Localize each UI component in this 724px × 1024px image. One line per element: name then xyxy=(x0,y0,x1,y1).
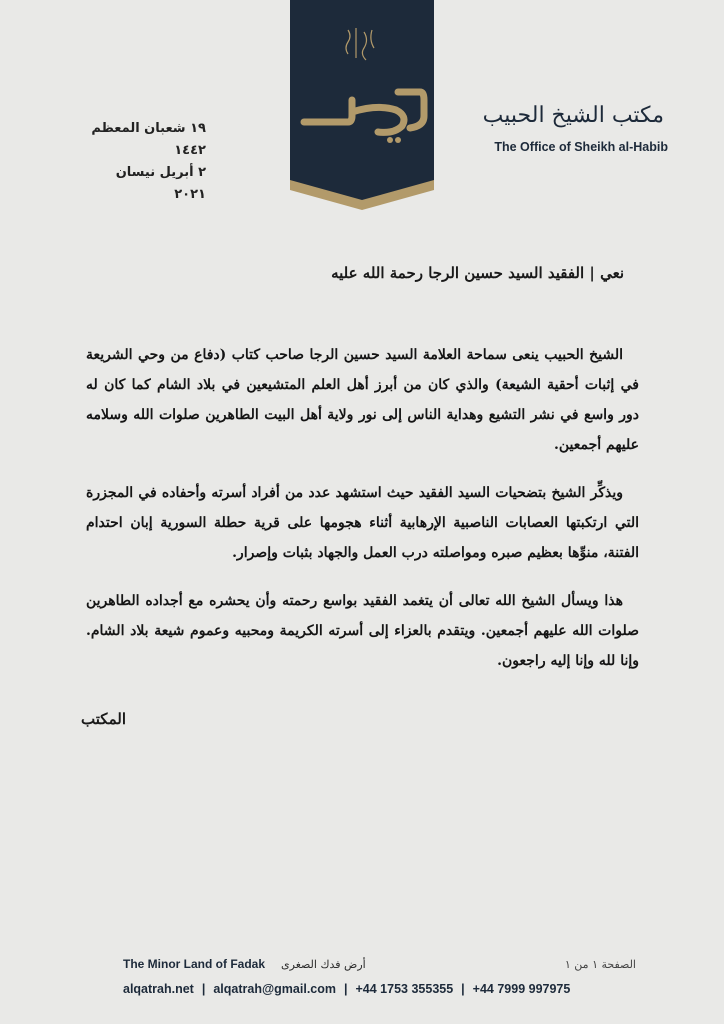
separator: | xyxy=(201,982,206,996)
website-link[interactable]: alqatrah.net xyxy=(123,982,194,996)
signature: المكتب xyxy=(81,710,126,728)
page-number: الصفحة ١ من ١ xyxy=(564,957,636,971)
hijri-date: ١٩ شعبان المعظم ١٤٤٢ xyxy=(91,121,206,158)
phone-1[interactable]: +44 1753 355355 xyxy=(355,982,454,996)
paragraph-1: الشيخ الحبيب ينعى سماحة العلامة السيد حسين الرجا صاحب كتاب (دفاع من وحي الشريعة في إثبات أحقية الشيعة) والذي كان من أبرز أهل العلم المتشيعين في بلاد الشام كما كان له دور واسع في نشر التشيع وهداية الناس إلى نور ولاية أهل البيت الطاهرين صلوات الله وسلامه عليهم أجمعين. xyxy=(86,347,639,453)
separator: | xyxy=(461,982,465,996)
footer-branding xyxy=(123,952,636,976)
land-arabic: أرض فدك الصغرى xyxy=(281,957,366,971)
office-arabic-logo: مكتب الشيخ الحبيب xyxy=(482,103,664,128)
banner-emblem-icon xyxy=(290,0,434,210)
header-banner xyxy=(290,0,434,210)
separator: | xyxy=(344,982,348,996)
letter-date xyxy=(86,118,206,206)
land-english: The Minor Land of Fadak xyxy=(123,957,266,971)
footer-contacts xyxy=(123,982,623,996)
paragraph-2: ويذكِّر الشيخ بتضحيات السيد الفقيد حيث استشهد عدد من أفراد أسرته وأحفاده في المجزرة التي ارتكبتها العصابات الناصبية الإرهابية أثناء هجومها على قرية حطلة السورية إبان احتدام الفتنة، منوِّها بعظيم صبره ومواصلته درب العمل والجهاد بثبات وإصرار. xyxy=(86,485,639,561)
gregorian-date: ٢ أبريل نيسان ٢٠٢١ xyxy=(115,165,206,202)
letter-body xyxy=(86,340,639,694)
email-link[interactable]: alqatrah@gmail.com xyxy=(213,982,336,996)
phone-2[interactable]: +44 7999 997975 xyxy=(472,982,571,996)
paragraph-3: هذا ويسأل الشيخ الله تعالى أن يتغمد الفقيد بواسع رحمته وأن يحشره مع أجداده الطاهرين صلوات الله عليهم أجمعين. ويتقدم بالعزاء إلى أسرته الكريمة ومحبيه وعموم شيعة بلاد الشام. وإنا لله وإنا إليه راجعون. xyxy=(86,593,639,669)
office-header xyxy=(470,100,670,154)
office-english-name: The Office of Sheikh al-Habib xyxy=(494,140,668,154)
letter-title: نعي | الفقيد السيد حسين الرجا رحمة الله عليه xyxy=(331,264,624,282)
